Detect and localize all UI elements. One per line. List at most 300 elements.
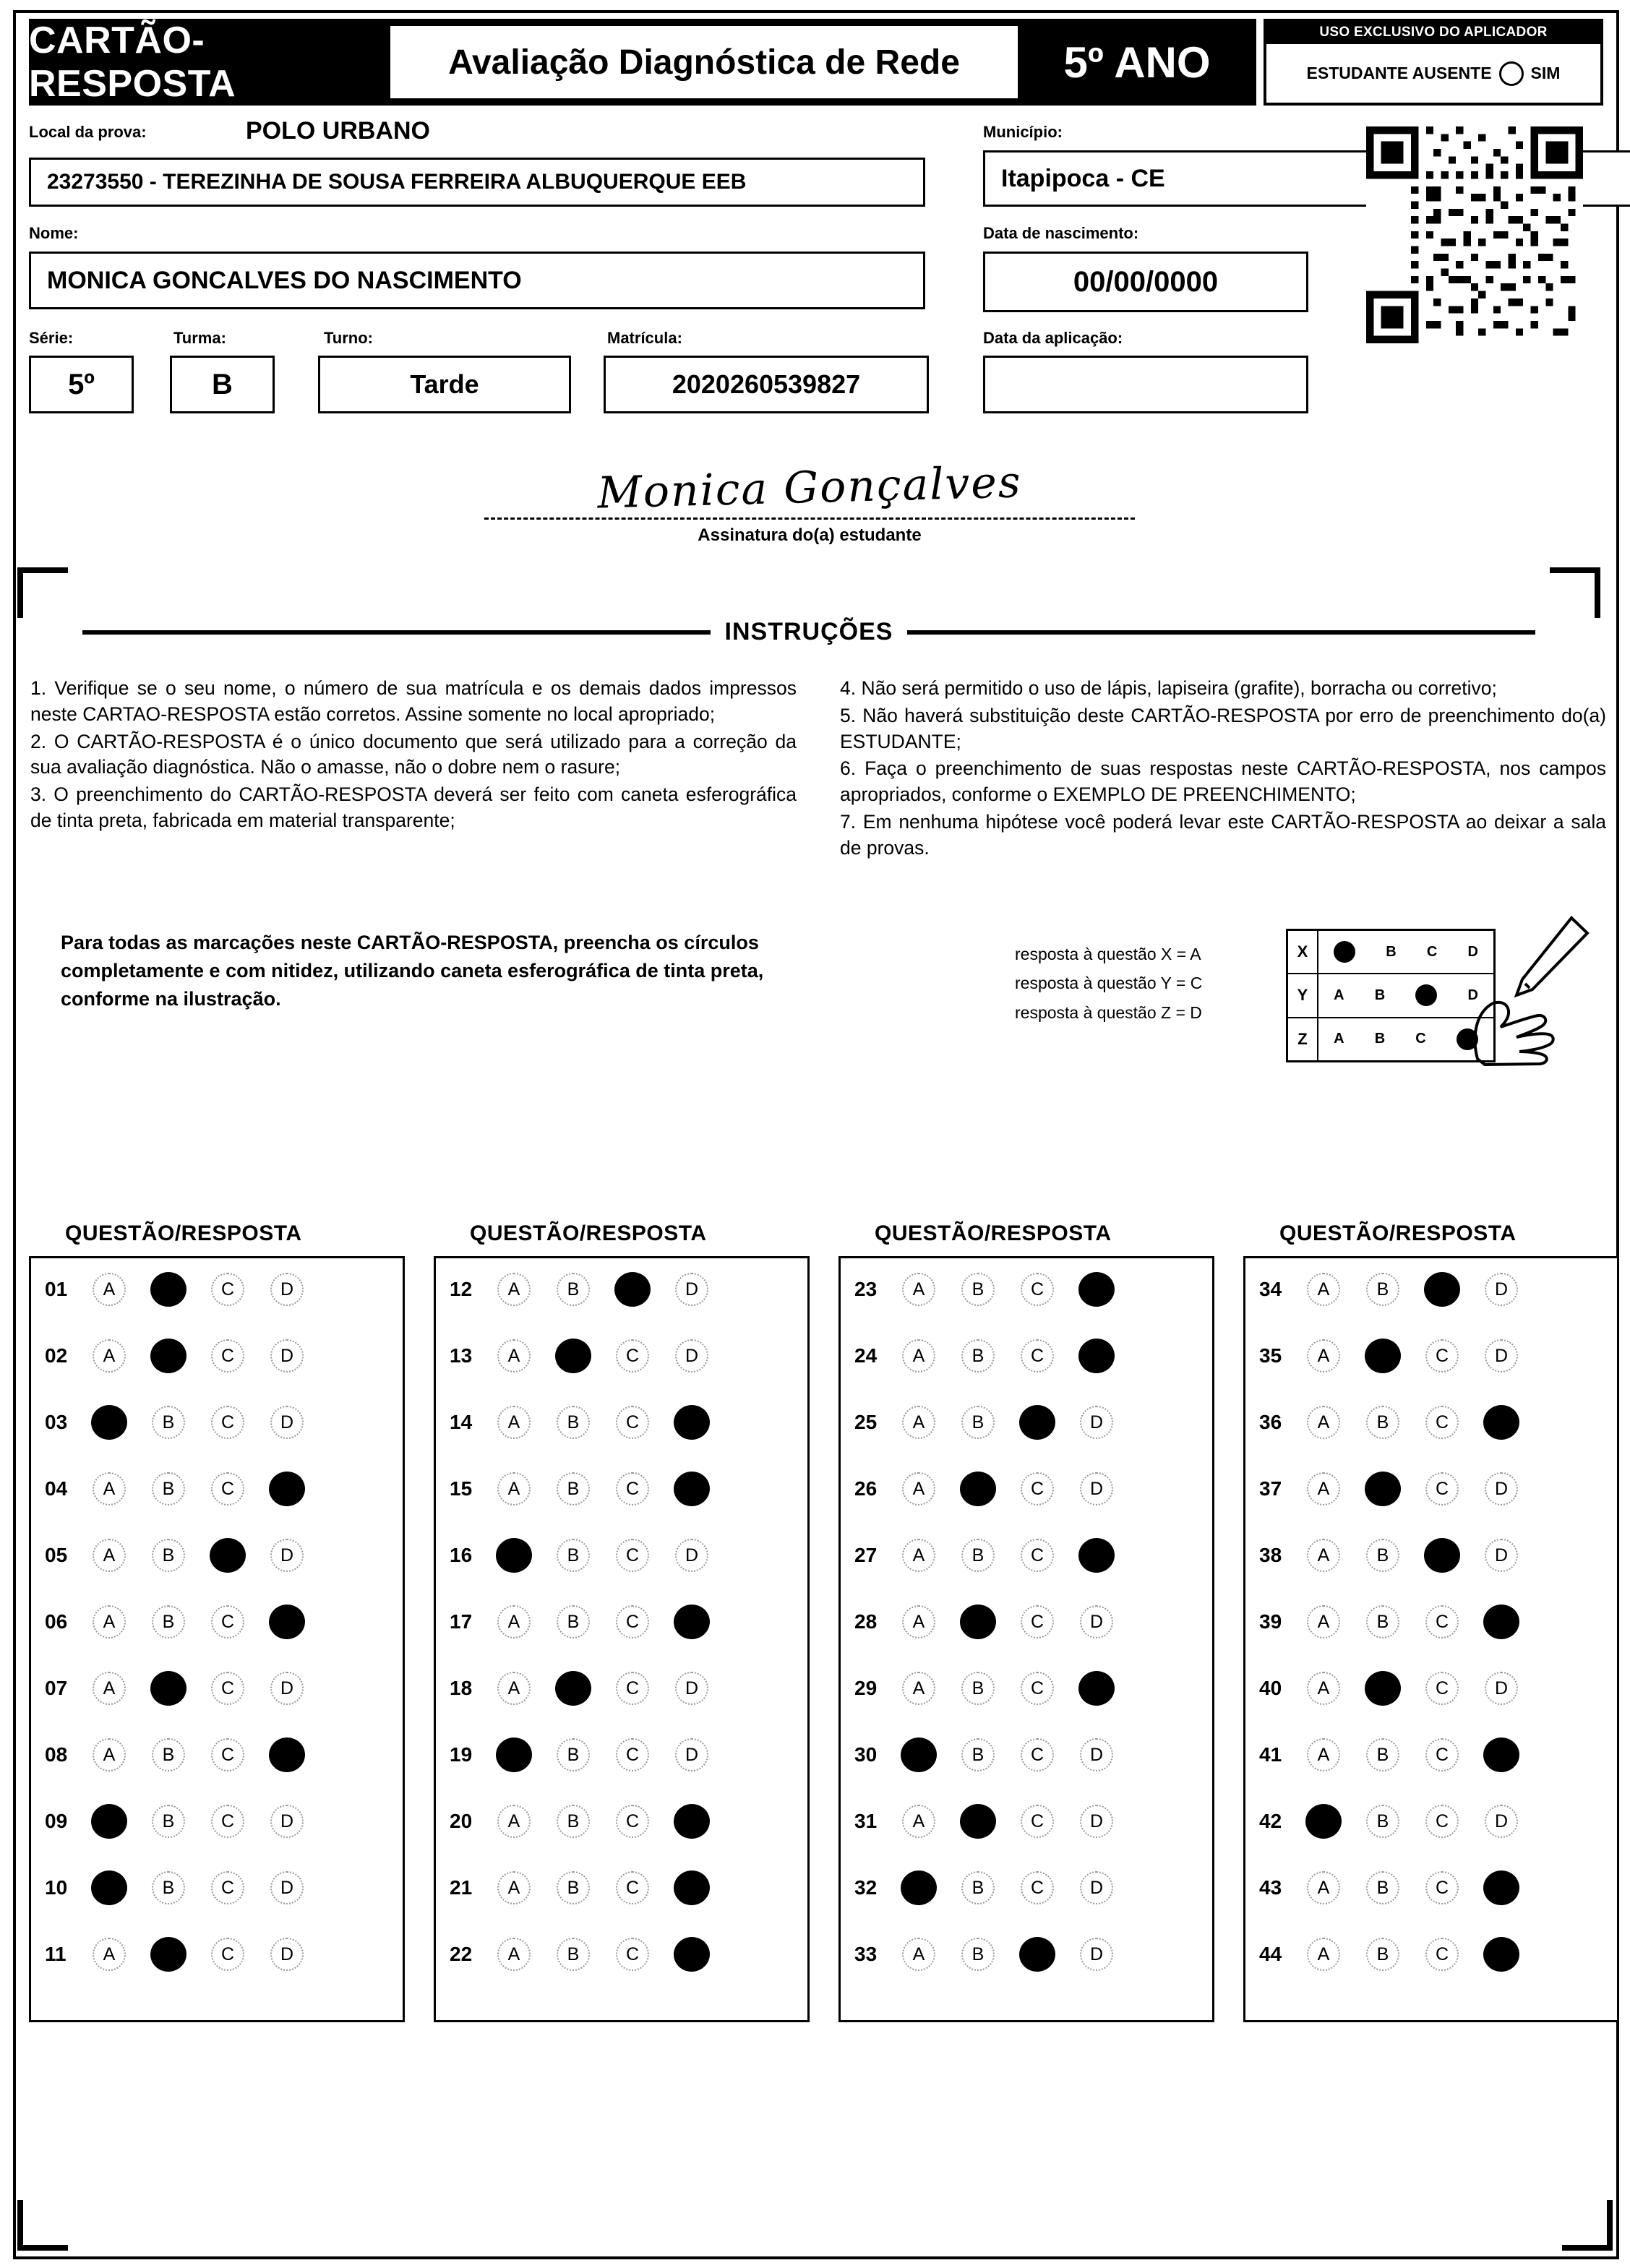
- answer-bubble-b[interactable]: [948, 1804, 1008, 1839]
- answer-row: [438, 1402, 807, 1443]
- answer-bubble-c[interactable]: [198, 1339, 257, 1373]
- answer-bubble-b[interactable]: [1353, 1339, 1412, 1373]
- answer-bubble-b[interactable]: [1353, 1671, 1412, 1706]
- instruction-item: 7. Em nenhuma hipótese você poderá levar este CARTÃO-RESPOSTA ao deixar a sala de provas.: [840, 810, 1606, 859]
- answer-bubble-b[interactable]: [1353, 1870, 1412, 1905]
- bubble-ring: [93, 1805, 126, 1838]
- bubble-ring: [675, 1406, 708, 1439]
- answer-bubble-d[interactable]: [1067, 1605, 1126, 1639]
- answer-row: [438, 1535, 807, 1576]
- example-option: C: [1415, 1031, 1426, 1047]
- answer-bubble-a[interactable]: [889, 1405, 948, 1440]
- question-number: 19: [450, 1743, 473, 1766]
- answer-bubble-c[interactable]: [1008, 1937, 1067, 1972]
- bubble-letter: A: [1317, 1412, 1330, 1432]
- question-number: 08: [45, 1743, 68, 1766]
- answer-bubble-c[interactable]: [1008, 1870, 1067, 1905]
- bubble-letter: C: [1030, 1744, 1045, 1765]
- answer-bubble-d[interactable]: [1067, 1538, 1126, 1573]
- bubble-letter: A: [103, 1545, 116, 1565]
- answer-bubble-d[interactable]: [1067, 1339, 1126, 1373]
- answer-bubble-d[interactable]: [1472, 1472, 1531, 1506]
- answer-row: [438, 1735, 807, 1775]
- bubble-ring: [961, 1605, 995, 1638]
- bubble-ring: [902, 1871, 935, 1904]
- answer-bubble-a[interactable]: [80, 1472, 139, 1506]
- answer-bubble-a[interactable]: [80, 1405, 139, 1440]
- fill-instruction-note: Para todas as marcações neste CARTÃO-RESPOSTA, preencha os círculos completamente e com nitidez, utilizando caneta esferográfica de tinta preta, conforme na ilustração.: [61, 932, 764, 1010]
- answer-bubble-a[interactable]: [80, 1272, 139, 1307]
- answer-bubble-a[interactable]: [1294, 1472, 1353, 1506]
- bubble-letter: B: [1376, 1545, 1389, 1565]
- answer-bubble-a[interactable]: [1294, 1272, 1353, 1307]
- answer-bubble-a[interactable]: [1294, 1737, 1353, 1772]
- answer-bubble-b[interactable]: [948, 1339, 1008, 1373]
- answer-bubble-b[interactable]: [544, 1671, 603, 1706]
- bubble-letter: B: [162, 1412, 175, 1432]
- answer-bubble-a[interactable]: [80, 1937, 139, 1972]
- answer-bubble-a[interactable]: [484, 1605, 544, 1639]
- answer-bubble-d[interactable]: [257, 1937, 317, 1972]
- answer-bubble-d[interactable]: [1067, 1671, 1126, 1706]
- absent-row: [1266, 44, 1600, 103]
- answer-bubble-d[interactable]: [1067, 1804, 1126, 1839]
- signature-handwriting: Monica Gonçalves: [596, 457, 1023, 519]
- answer-bubble-b[interactable]: [544, 1538, 603, 1573]
- answer-bubble-d[interactable]: [1067, 1405, 1126, 1440]
- answer-bubble-c[interactable]: [603, 1804, 662, 1839]
- answer-bubble-a[interactable]: [1294, 1937, 1353, 1972]
- bubble-letter: B: [567, 1412, 580, 1432]
- answer-bubble-d[interactable]: [662, 1272, 721, 1307]
- answer-bubble-c[interactable]: [1412, 1538, 1472, 1573]
- bubble-letter: A: [507, 1478, 520, 1499]
- bubble-ring: [1485, 1938, 1518, 1971]
- answer-row: [1248, 1402, 1616, 1443]
- question-number: 04: [45, 1477, 68, 1500]
- question-number: 09: [45, 1810, 68, 1832]
- answer-bubble-c[interactable]: [198, 1737, 257, 1772]
- answer-bubble-a[interactable]: [80, 1804, 139, 1839]
- answer-bubble-d[interactable]: [257, 1272, 317, 1307]
- answer-row: [33, 1934, 402, 1975]
- absent-bubble[interactable]: [1499, 61, 1524, 86]
- answer-row: [438, 1269, 807, 1310]
- bubble-ring: [93, 1871, 126, 1904]
- bubble-ring: [270, 1605, 304, 1638]
- bubble-letter: A: [1317, 1678, 1330, 1698]
- answer-bubble-d[interactable]: [662, 1937, 721, 1972]
- example-row-label: Z: [1288, 1018, 1318, 1060]
- answer-bubble-b[interactable]: [544, 1804, 603, 1839]
- answer-bubble-a[interactable]: [484, 1472, 544, 1506]
- answer-row: [33, 1668, 402, 1709]
- answer-bubble-c[interactable]: [1412, 1339, 1472, 1373]
- answer-bubble-a[interactable]: [889, 1538, 948, 1573]
- answer-bubble-a[interactable]: [889, 1737, 948, 1772]
- answer-bubble-d[interactable]: [662, 1339, 721, 1373]
- answer-row: [1248, 1336, 1616, 1376]
- bubble-letter: D: [1089, 1744, 1104, 1765]
- answer-bubble-a[interactable]: [1294, 1870, 1353, 1905]
- answer-bubble-b[interactable]: [1353, 1937, 1412, 1972]
- answer-bubble-d[interactable]: [662, 1472, 721, 1506]
- bubble-letter: C: [220, 1279, 235, 1300]
- answer-bubble-b[interactable]: [1353, 1737, 1412, 1772]
- bubble-letter: A: [103, 1478, 116, 1499]
- answer-bubble-c[interactable]: [198, 1405, 257, 1440]
- answer-bubble-b[interactable]: [544, 1605, 603, 1639]
- answer-bubble-b[interactable]: [948, 1937, 1008, 1972]
- bubble-letter: A: [1317, 1345, 1330, 1366]
- answer-bubble-d[interactable]: [1067, 1737, 1126, 1772]
- bubble-letter: D: [1494, 1810, 1509, 1831]
- answer-bubble-c[interactable]: [603, 1737, 662, 1772]
- answer-bubble-a[interactable]: [80, 1737, 139, 1772]
- answer-bubble-a[interactable]: [484, 1405, 544, 1440]
- bubble-ring: [1485, 1871, 1518, 1904]
- answer-bubble-a[interactable]: [1294, 1339, 1353, 1373]
- bubble-letter: B: [1376, 1877, 1389, 1898]
- answer-bubble-b[interactable]: [139, 1538, 198, 1573]
- answer-bubble-c[interactable]: [1412, 1605, 1472, 1639]
- question-number: 22: [450, 1943, 473, 1965]
- answer-bubble-c[interactable]: [1008, 1804, 1067, 1839]
- answer-bubble-d[interactable]: [1472, 1538, 1531, 1573]
- answer-bubble-b[interactable]: [1353, 1405, 1412, 1440]
- answer-bubble-b[interactable]: [544, 1405, 603, 1440]
- answer-bubble-d[interactable]: [1067, 1272, 1126, 1307]
- answer-bubble-a[interactable]: [889, 1937, 948, 1972]
- answer-bubble-d[interactable]: [662, 1605, 721, 1639]
- answer-bubble-c[interactable]: [603, 1472, 662, 1506]
- answer-bubble-c[interactable]: [603, 1538, 662, 1573]
- bubble-ring: [961, 1805, 995, 1838]
- answer-bubble-a[interactable]: [889, 1804, 948, 1839]
- signature-block: [463, 457, 1157, 546]
- answer-bubble-c[interactable]: [1412, 1804, 1472, 1839]
- answer-bubble-a[interactable]: [889, 1272, 948, 1307]
- answer-bubble-d[interactable]: [257, 1472, 317, 1506]
- bubble-letter: C: [625, 1412, 640, 1432]
- answer-row: [1248, 1535, 1616, 1576]
- question-number: 17: [450, 1610, 473, 1633]
- answer-bubble-a[interactable]: [484, 1339, 544, 1373]
- instruction-item: 6. Faça o preenchimento de suas respostas neste CARTÃO-RESPOSTA, nos campos apropriados, conforme o EXEMPLO DE PREENCHIMENTO;: [840, 757, 1606, 806]
- question-number: 35: [1259, 1344, 1282, 1367]
- bubble-letter: C: [1435, 1611, 1449, 1632]
- bubble-ring: [1425, 1539, 1459, 1572]
- answer-bubble-c[interactable]: [1412, 1671, 1472, 1706]
- bubble-letter: A: [1317, 1877, 1330, 1898]
- answer-bubble-d[interactable]: [1472, 1870, 1531, 1905]
- answer-bubble-c[interactable]: [1008, 1605, 1067, 1639]
- answer-bubble-b[interactable]: [139, 1605, 198, 1639]
- answer-bubble-a[interactable]: [889, 1605, 948, 1639]
- answer-bubble-a[interactable]: [1294, 1405, 1353, 1440]
- bubble-letter: B: [162, 1545, 175, 1565]
- question-number: 24: [854, 1344, 878, 1367]
- answer-bubble-c[interactable]: [198, 1804, 257, 1839]
- answer-bubble-d[interactable]: [662, 1405, 721, 1440]
- answer-bubble-a[interactable]: [1294, 1605, 1353, 1639]
- answer-bubble-c[interactable]: [1412, 1472, 1472, 1506]
- answer-bubble-b[interactable]: [139, 1405, 198, 1440]
- bubble-letter: D: [685, 1744, 699, 1765]
- bubble-letter: C: [625, 1478, 640, 1499]
- answer-bubble-d[interactable]: [1472, 1405, 1531, 1440]
- bubble-letter: C: [625, 1810, 640, 1831]
- answer-bubble-a[interactable]: [484, 1272, 544, 1307]
- bubble-ring: [675, 1938, 708, 1971]
- bubble-ring: [1366, 1339, 1399, 1373]
- answer-bubble-a[interactable]: [80, 1870, 139, 1905]
- bubble-ring: [616, 1273, 649, 1306]
- bubble-letter: A: [912, 1611, 925, 1632]
- answer-bubble-a[interactable]: [484, 1737, 544, 1772]
- answer-bubble-b[interactable]: [139, 1339, 198, 1373]
- answer-bubble-b[interactable]: [1353, 1272, 1412, 1307]
- answer-bubble-b[interactable]: [948, 1405, 1008, 1440]
- question-number: 27: [854, 1544, 878, 1566]
- turma-field: B: [170, 356, 275, 413]
- answer-bubble-b[interactable]: [1353, 1472, 1412, 1506]
- applicator-box-title: USO EXCLUSIVO DO APLICADOR: [1266, 22, 1600, 44]
- answer-bubble-c[interactable]: [603, 1405, 662, 1440]
- answer-bubble-a[interactable]: [889, 1671, 948, 1706]
- answer-row: [843, 1868, 1211, 1908]
- answer-bubble-d[interactable]: [1472, 1605, 1531, 1639]
- answer-bubble-c[interactable]: [1008, 1405, 1067, 1440]
- answer-bubble-b[interactable]: [544, 1339, 603, 1373]
- bubble-letter: D: [280, 1545, 294, 1565]
- answer-bubble-d[interactable]: [1472, 1339, 1531, 1373]
- bubble-letter: D: [280, 1279, 294, 1300]
- bubble-letter: A: [507, 1279, 520, 1300]
- answer-row: [1248, 1469, 1616, 1509]
- turno-label: Turno:: [324, 329, 374, 347]
- answer-bubble-d[interactable]: [1472, 1737, 1531, 1772]
- bubble-ring: [1307, 1805, 1340, 1838]
- answer-bubble-a[interactable]: [80, 1671, 139, 1706]
- answer-bubble-a[interactable]: [484, 1870, 544, 1905]
- answer-bubble-a[interactable]: [484, 1804, 544, 1839]
- answer-bubble-b[interactable]: [139, 1804, 198, 1839]
- answer-bubble-c[interactable]: [1412, 1737, 1472, 1772]
- answer-bubble-d[interactable]: [662, 1671, 721, 1706]
- answer-bubble-b[interactable]: [1353, 1538, 1412, 1573]
- bubble-letter: A: [912, 1345, 925, 1366]
- answer-bubble-a[interactable]: [80, 1605, 139, 1639]
- answer-bubble-d[interactable]: [257, 1605, 317, 1639]
- answer-row: [33, 1336, 402, 1376]
- answer-bubble-b[interactable]: [948, 1737, 1008, 1772]
- bubble-letter: B: [971, 1545, 985, 1565]
- answer-row: [33, 1402, 402, 1443]
- answer-row: [843, 1668, 1211, 1709]
- answer-bubble-c[interactable]: [603, 1937, 662, 1972]
- answer-bubble-c[interactable]: [198, 1272, 257, 1307]
- answer-row: [438, 1934, 807, 1975]
- answer-bubble-c[interactable]: [198, 1937, 257, 1972]
- answer-bubble-d[interactable]: [1067, 1870, 1126, 1905]
- question-number: 15: [450, 1477, 473, 1500]
- question-number: 28: [854, 1610, 878, 1633]
- answer-bubble-a[interactable]: [484, 1538, 544, 1573]
- answer-bubble-d[interactable]: [257, 1538, 317, 1573]
- bubble-ring: [270, 1472, 304, 1505]
- answer-bubble-c[interactable]: [1008, 1272, 1067, 1307]
- bubble-letter: C: [625, 1943, 640, 1964]
- answer-bubble-d[interactable]: [257, 1671, 317, 1706]
- answer-bubble-c[interactable]: [603, 1671, 662, 1706]
- name-label: Nome:: [29, 224, 79, 242]
- answer-bubble-c[interactable]: [1412, 1937, 1472, 1972]
- question-number: 13: [450, 1344, 473, 1367]
- answer-bubble-a[interactable]: [484, 1937, 544, 1972]
- answer-bubble-b[interactable]: [544, 1737, 603, 1772]
- answer-bubble-d[interactable]: [1472, 1272, 1531, 1307]
- answer-bubble-c[interactable]: [1008, 1538, 1067, 1573]
- answer-bubble-c[interactable]: [603, 1272, 662, 1307]
- local-label: Local da prova:: [29, 123, 147, 141]
- answer-bubble-d[interactable]: [1472, 1937, 1531, 1972]
- bubble-letter: C: [1435, 1877, 1449, 1898]
- birthdate-field: 00/00/0000: [983, 252, 1308, 312]
- answer-bubble-c[interactable]: [198, 1870, 257, 1905]
- answer-bubble-a[interactable]: [889, 1472, 948, 1506]
- answer-bubble-c[interactable]: [198, 1605, 257, 1639]
- answer-bubble-a[interactable]: [484, 1671, 544, 1706]
- answer-row: [33, 1602, 402, 1642]
- answer-bubble-b[interactable]: [544, 1870, 603, 1905]
- answer-bubble-a[interactable]: [889, 1339, 948, 1373]
- answer-bubble-d[interactable]: [662, 1737, 721, 1772]
- answer-bubble-c[interactable]: [198, 1671, 257, 1706]
- answer-bubble-c[interactable]: [1008, 1339, 1067, 1373]
- answer-bubble-b[interactable]: [544, 1937, 603, 1972]
- answer-bubble-c[interactable]: [1008, 1737, 1067, 1772]
- answer-bubble-c[interactable]: [603, 1339, 662, 1373]
- bubble-letter: A: [103, 1744, 116, 1765]
- matricula-label: Matrícula:: [607, 329, 682, 347]
- bubble-letter: B: [1376, 1943, 1389, 1964]
- answer-bubble-c[interactable]: [603, 1870, 662, 1905]
- bubble-letter: A: [912, 1545, 925, 1565]
- answer-bubble-b[interactable]: [544, 1472, 603, 1506]
- bubble-letter: A: [103, 1279, 116, 1300]
- bubble-ring: [1485, 1605, 1518, 1638]
- answer-row: [1248, 1801, 1616, 1842]
- answer-bubble-d[interactable]: [257, 1804, 317, 1839]
- application-date-field: [983, 356, 1308, 413]
- answer-row: [438, 1469, 807, 1509]
- bubble-letter: C: [1030, 1678, 1045, 1698]
- bubble-letter: D: [1494, 1279, 1509, 1300]
- bubble-letter: A: [912, 1810, 925, 1831]
- answer-bubble-b[interactable]: [139, 1671, 198, 1706]
- answer-bubble-b[interactable]: [1353, 1605, 1412, 1639]
- answer-bubble-c[interactable]: [1412, 1870, 1472, 1905]
- answer-bubble-b[interactable]: [139, 1937, 198, 1972]
- answer-bubble-b[interactable]: [544, 1272, 603, 1307]
- bubble-letter: C: [1435, 1678, 1449, 1698]
- question-number: 42: [1259, 1810, 1282, 1832]
- bubble-ring: [1021, 1406, 1054, 1439]
- answer-bubble-b[interactable]: [139, 1472, 198, 1506]
- answer-bubble-c[interactable]: [1008, 1472, 1067, 1506]
- bubble-letter: A: [1317, 1279, 1330, 1300]
- bubble-letter: C: [625, 1345, 640, 1366]
- answer-bubble-c[interactable]: [198, 1538, 257, 1573]
- answer-bubble-d[interactable]: [1067, 1937, 1126, 1972]
- answer-row: [33, 1801, 402, 1842]
- bubble-letter: A: [912, 1412, 925, 1432]
- answer-bubble-c[interactable]: [1412, 1405, 1472, 1440]
- bubble-ring: [675, 1605, 708, 1638]
- answer-bubble-c[interactable]: [198, 1472, 257, 1506]
- answer-bubble-a[interactable]: [80, 1339, 139, 1373]
- answer-bubble-b[interactable]: [139, 1272, 198, 1307]
- answer-bubble-c[interactable]: [603, 1605, 662, 1639]
- answer-bubble-b[interactable]: [139, 1870, 198, 1905]
- answer-bubble-d[interactable]: [662, 1870, 721, 1905]
- bubble-letter: D: [1494, 1345, 1509, 1366]
- answer-bubble-d[interactable]: [1067, 1472, 1126, 1506]
- bubble-letter: D: [280, 1345, 294, 1366]
- answer-bubble-a[interactable]: [1294, 1804, 1353, 1839]
- answer-bubble-c[interactable]: [1008, 1671, 1067, 1706]
- answer-bubble-d[interactable]: [257, 1339, 317, 1373]
- answer-bubble-a[interactable]: [1294, 1671, 1353, 1706]
- bubble-letter: B: [567, 1279, 580, 1300]
- answer-bubble-b[interactable]: [139, 1737, 198, 1772]
- bubble-letter: C: [1030, 1279, 1045, 1300]
- answer-bubble-b[interactable]: [948, 1272, 1008, 1307]
- bubble-letter: C: [1030, 1877, 1045, 1898]
- answer-bubble-a[interactable]: [80, 1538, 139, 1573]
- instruction-item: 1. Verifique se o seu nome, o número de sua matrícula e os demais dados impressos neste CARTAO-RESPOSTA estão corretos. Assine somente no local apropriado;: [30, 677, 797, 725]
- answer-bubble-c[interactable]: [1412, 1272, 1472, 1307]
- answer-bubble-a[interactable]: [1294, 1538, 1353, 1573]
- answer-bubble-b[interactable]: [948, 1472, 1008, 1506]
- bubble-letter: A: [103, 1943, 116, 1964]
- answer-row: [843, 1801, 1211, 1842]
- answer-bubble-b[interactable]: [948, 1671, 1008, 1706]
- answer-bubble-b[interactable]: [1353, 1804, 1412, 1839]
- answer-bubble-a[interactable]: [889, 1870, 948, 1905]
- question-number: 29: [854, 1677, 878, 1699]
- answer-bubble-b[interactable]: [948, 1870, 1008, 1905]
- answer-bubble-d[interactable]: [662, 1804, 721, 1839]
- question-number: 21: [450, 1876, 473, 1899]
- registration-mark-bottom-right: [1562, 2200, 1613, 2251]
- answer-bubble-d[interactable]: [257, 1870, 317, 1905]
- answer-bubble-b[interactable]: [948, 1605, 1008, 1639]
- answer-bubble-d[interactable]: [662, 1538, 721, 1573]
- answer-row: [843, 1269, 1211, 1310]
- answer-bubble-d[interactable]: [257, 1405, 317, 1440]
- answer-row: [33, 1735, 402, 1775]
- bubble-letter: D: [280, 1810, 294, 1831]
- answer-row: [438, 1801, 807, 1842]
- answer-bubble-d[interactable]: [257, 1737, 317, 1772]
- answer-bubble-d[interactable]: [1472, 1671, 1531, 1706]
- bubble-letter: D: [1089, 1810, 1104, 1831]
- answer-bubble-b[interactable]: [948, 1538, 1008, 1573]
- question-number: 11: [45, 1943, 67, 1965]
- answer-bubble-d[interactable]: [1472, 1804, 1531, 1839]
